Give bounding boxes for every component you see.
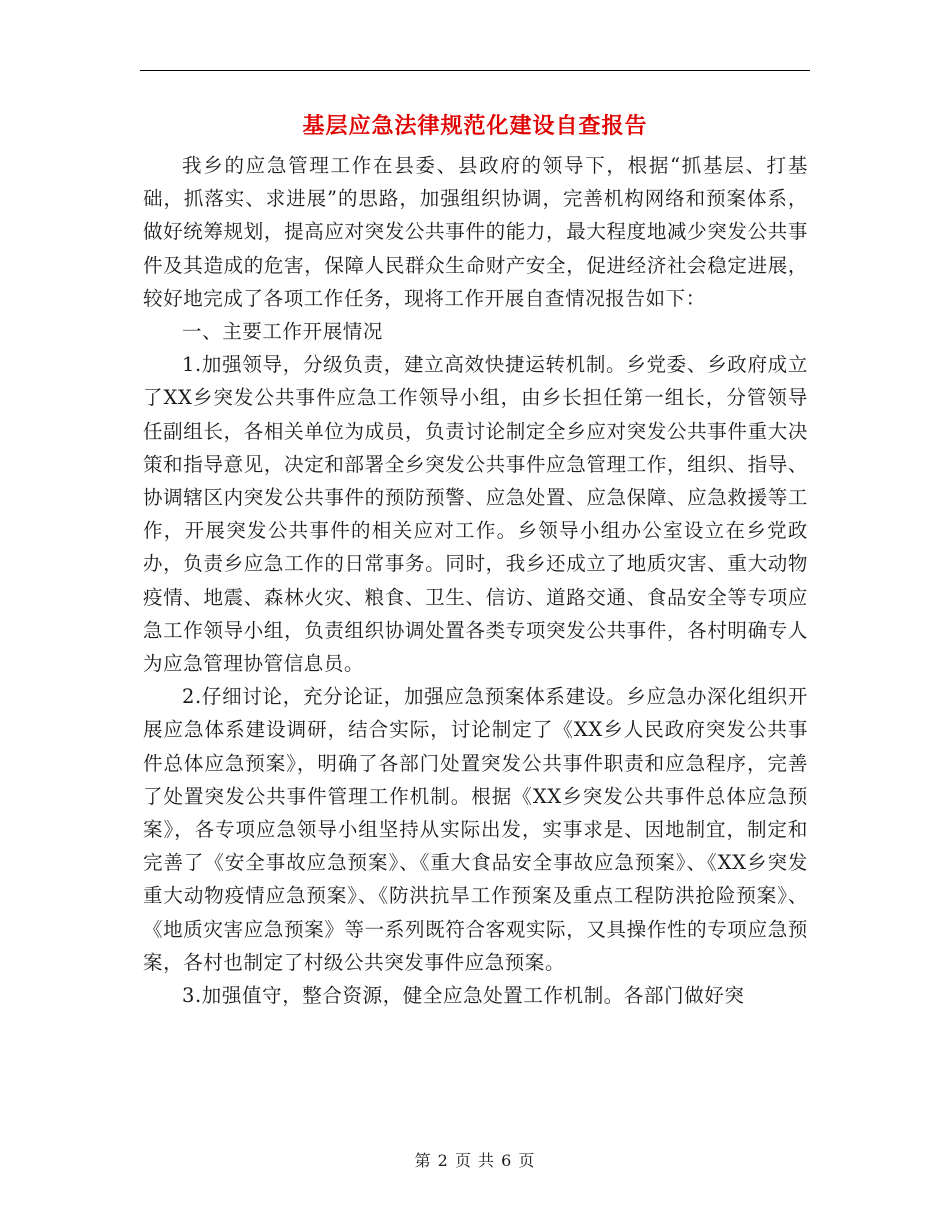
paragraph-item-1: 1.加强领导，分级负责，建立高效快捷运转机制。乡党委、乡政府成立了XX乡突发公共事件应急工作领导小组，由乡长担任第一组长，分管领导任副组长，各相关单位为成员，负责讨论制定全乡应对突发公共事件重大决策和指导意见，决定和部署全乡突发公共事件应急管理工作，组织、指导、协调辖区内突发公共事件的预防预警、应急处置、应急保障、应急救援等工作，开展突发公共事件的相关应对工作。乡领导小组办公室设立在乡党政办，负责乡应急工作的日常事务。同时，我乡还成立了地质灾害、重大动物疫情、地震、森林火灾、粮食、卫生、信访、道路交通、食品安全等专项应急工作领导小组，负责组织协调处置各类专项突发公共事件，各村明确专人为应急管理协管信息员。 xyxy=(143,353,808,676)
page-footer: 第 2 页 共 6 页 xyxy=(414,1151,536,1170)
page-title: 基层应急法律规范化建设自查报告 xyxy=(302,113,648,139)
paragraph-intro: 我乡的应急管理工作在县委、县政府的领导下，根据“抓基层、打基础，抓落实、求进展”的思路，加强组织协调，完善机构网络和预案体系，做好统筹规划，提高应对突发公共事件的能力，最大程度地减少突发公共事件及其造成的危害，保障人民群众生命财产安全，促进经济社会稳定进展，较好地完成了各项工作任务，现将工作开展自查情况报告如下： xyxy=(143,154,808,310)
paragraph-item-3: 3.加强值守，整合资源，健全应急处置工作机制。各部门做好突 xyxy=(182,984,745,1008)
header-rule xyxy=(140,70,810,71)
paragraph-item-2: 2.仔细讨论，充分论证，加强应急预案体系建设。乡应急办深化组织开展应急体系建设调研，结合实际，讨论制定了《XX乡人民政府突发公共事件总体应急预案》，明确了各部门处置突发公共事件职责和应急程序，完善了处置突发公共事件管理工作机制。根据《XX乡突发公共事件总体应急预案》，各专项应急领导小组坚持从实际出发，实事求是、因地制宜，制定和完善了《安全事故应急预案》、《重大食品安全事故应急预案》、《XX乡突发重大动物疫情应急预案》、《防洪抗旱工作预案及重点工程防洪抢险预案》、《地质灾害应急预案》等一系列既符合客观实际，又具操作性的专项应急预案，各村也制定了村级公共突发事件应急预案。 xyxy=(143,685,808,974)
document-body xyxy=(143,149,808,1012)
section-heading: 一、主要工作开展情况 xyxy=(182,320,384,344)
